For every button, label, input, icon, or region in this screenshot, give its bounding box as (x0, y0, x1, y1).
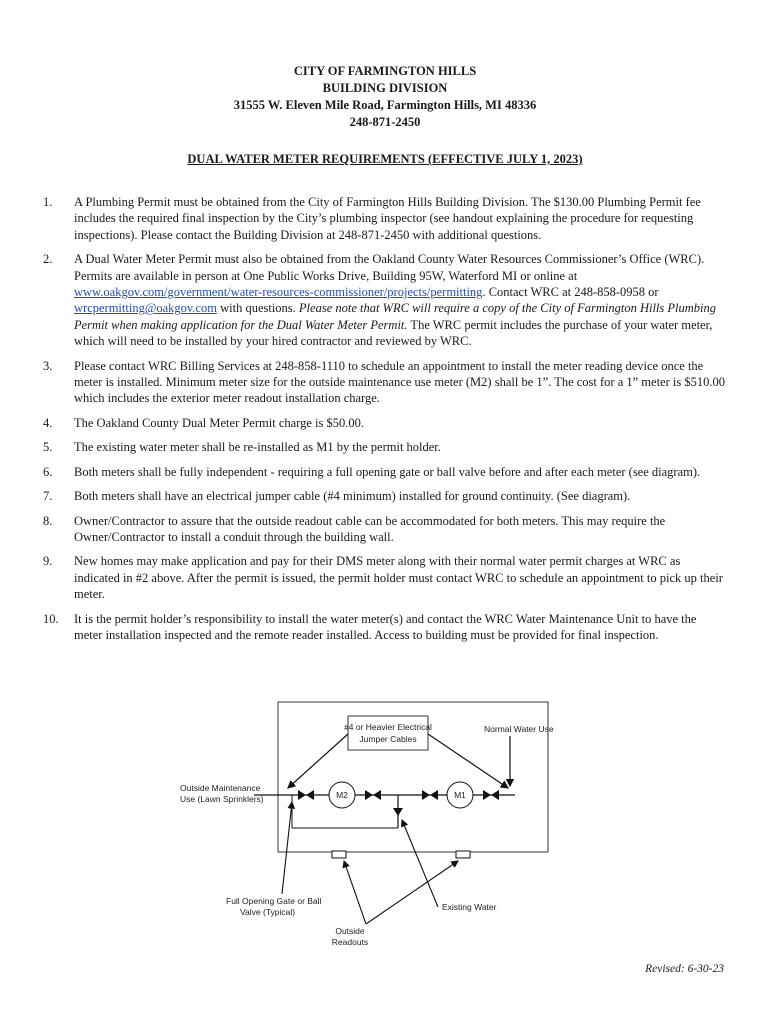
valve-icon (422, 790, 438, 800)
division-name: BUILDING DIVISION (322, 81, 448, 95)
existing-water-pointer (402, 820, 438, 907)
readout-pointer-right (366, 861, 458, 924)
existing-water-label: Existing Water (442, 902, 497, 912)
requirements-list (43, 194, 725, 651)
readout-box (332, 851, 346, 858)
valve-pointer (282, 802, 292, 894)
outside-maintenance-label-1: Outside Maintenance (180, 783, 261, 793)
readouts-label-2: Readouts (331, 937, 369, 947)
list-item: 10. It is the permit holder’s responsibility to install the water meter(s) and contact the WRC Water Maintenance Unit to have the meter installation inspected and the remote reader installed. Access to building must be provided for final inspection. (43, 611, 697, 642)
list-item: 8. Owner/Contractor to assure that the outside readout cable can be accommodated for both meters. This may require the Owner/Contractor to install a conduit through the building wall. (43, 513, 666, 544)
valve-label-2: Valve (Typical) (240, 907, 296, 917)
valve-label-1: Full Opening Gate or Ball (226, 896, 322, 906)
meter-m2-label: M2 (336, 790, 348, 800)
valve-icon (365, 790, 381, 800)
revised-date: Revised: 6-30-23 (645, 963, 724, 975)
jumper-label-line1: #4 or Heavier Electrical (344, 722, 432, 732)
outside-maintenance-label-2: Use (Lawn Sprinklers) (180, 794, 264, 804)
list-item: 3. Please contact WRC Billing Services at 248-858-1110 to schedule an appointment to install the meter reading device once the meter is installed. Minimum meter size for the outside maintenance use meter (M2) shall be 1”. The cost for a 1” meter is $510.00 which includes the exterior meter readout installation charge. (43, 358, 725, 406)
list-item: 7. Both meters shall have an electrical jumper cable (#4 minimum) installed for ground continuity. (See diagram). (43, 489, 631, 504)
phone: 248-871-2450 (349, 115, 421, 129)
city-name: CITY OF FARMINGTON HILLS (293, 64, 477, 78)
list-item: 9. New homes may make application and pay for their DMS meter along with their normal water permit charges at WRC as indicated in #2 above. After the permit is issued, the permit holder must contact WRC to schedule an appointment to pick up their meter. (43, 554, 723, 602)
dual-meter-diagram (170, 696, 560, 956)
email-link[interactable]: wrcpermitting@oakgov.com (74, 301, 217, 316)
list-item: 1. A Plumbing Permit must be obtained from the City of Farmington Hills Building Division. The $130.00 Plumbing Permit fee includes the required final inspection by the City’s plumbing inspector (see handout explaining the procedure for requesting inspections). Please contact the Building Division at 248-871-2450 with additional questions. (43, 195, 701, 242)
jumper-label-line2: Jumper Cables (359, 734, 417, 744)
valve-icon (298, 790, 314, 800)
page-title: DUAL WATER METER REQUIREMENTS (EFFECTIVE JULY 1, 2023) (187, 152, 583, 166)
list-item: 6. Both meters shall be fully independent - requiring a full opening gate or ball valve before and after each meter (see diagram). (43, 464, 701, 479)
readout-box (456, 851, 470, 858)
readout-pointer-left (344, 861, 366, 924)
address: 31555 W. Eleven Mile Road, Farmington Hills, MI 48336 (233, 98, 537, 112)
normal-water-use-label: Normal Water Use (484, 724, 554, 734)
check-valve-icon (393, 808, 403, 816)
valve-icon (483, 790, 499, 800)
meter-m1-label: M1 (454, 790, 466, 800)
list-item: 2. A Dual Water Meter Permit must also be obtained from the Oakland County Water Resources Commissioner’s Office (WRC). Permits are available in person at One Public Works Drive, Building 95W, Waterford MI or online at www.oakgov.com/government/water-resources-commissioner/projects/permitting. Contact WRC at 248-858-0958 or wrcpermitting@oakgov.com with questions. Please note that WRC will require a copy of the City of Farmington Hills Plumbing Permit when making application for the Dual Water Meter Permit. The WRC permit includes the purchase of your water meter, which will need to be installed by your hired contractor and reviewed by WRC. (43, 252, 717, 349)
list-item: 4. The Oakland County Dual Meter Permit charge is $50.00. (43, 415, 364, 430)
jumper-cable-left (288, 734, 348, 788)
jumper-cable-right (428, 734, 508, 788)
document-header (0, 63, 770, 131)
list-item: 5. The existing water meter shall be re-installed as M1 by the permit holder. (43, 440, 441, 455)
readouts-label-1: Outside (335, 926, 365, 936)
permitting-link[interactable]: www.oakgov.com/government/water-resources-commissioner/projects/permitting (74, 285, 483, 300)
